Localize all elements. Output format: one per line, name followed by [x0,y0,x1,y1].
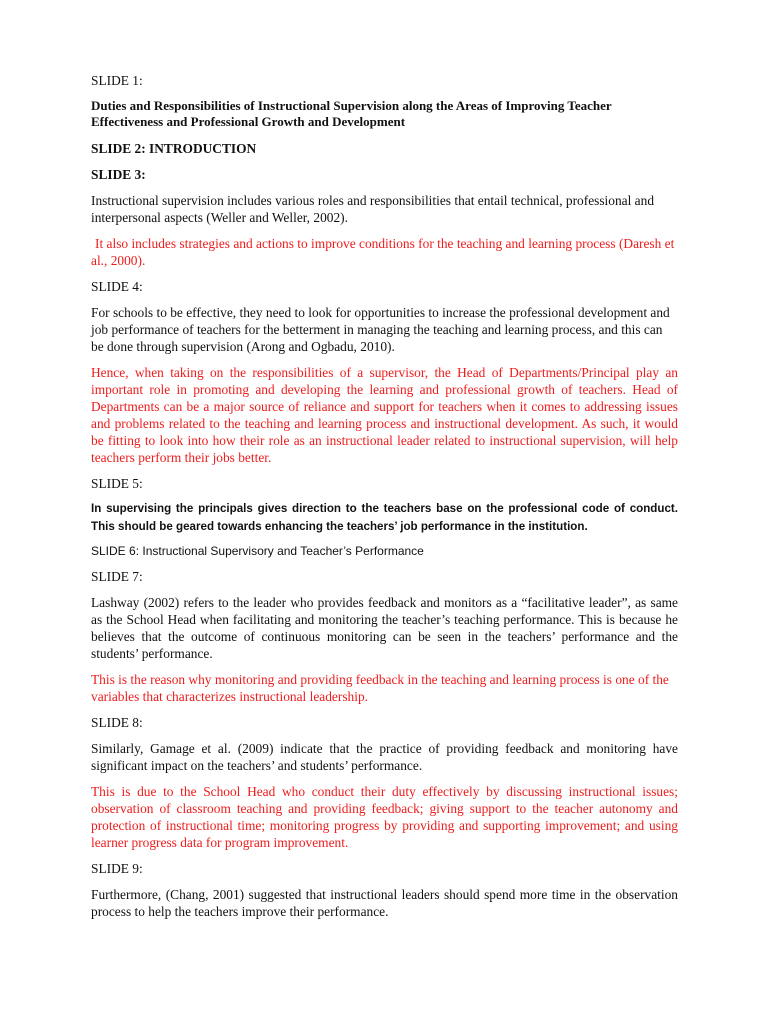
slide7-paragraph-2: This is the reason why monitoring and providing feedback in the teaching and learning process is one of the variables that characterizes instructional leadership. [91,672,669,704]
slide6-heading: SLIDE 6: Instructional Supervisory and Teacher’s Performance [91,544,424,558]
slide3-paragraph-1: Instructional supervision includes various roles and responsibilities that entail technical, professional and interpersonal aspects (Weller and Weller, 2002). [91,193,655,225]
slide8-paragraph-1: Similarly, Gamage et al. (2009) indicate that the practice of providing feedback and monitoring have significant impact on the teachers’ and students’ performance. [91,741,678,773]
slide4-heading: SLIDE 4: [91,279,143,294]
slide2-heading: SLIDE 2: INTRODUCTION [91,141,257,156]
slide4-paragraph-1: For schools to be effective, they need to look for opportunities to increase the professional development and job performance of teachers for the betterment in managing the teaching and learning process, and this can be done through supervision (Arong and Ogbadu, 2010). [91,305,670,354]
slide3-paragraph-2 [91,235,678,269]
slide5-paragraph-1: In supervising the principals gives direction to the teachers base on the professional code of conduct. This should be geared towards enhancing the teachers’ job performance in the institution. [91,502,678,533]
slide1-heading: SLIDE 1: [91,73,143,88]
slide7-heading: SLIDE 7: [91,569,143,584]
slide9-paragraph-1: Furthermore, (Chang, 2001) suggested that instructional leaders should spend more time in the observation process to help the teachers improve their performance. [91,887,678,919]
slide7-paragraph-1: Lashway (2002) refers to the leader who provides feedback and monitors as a “facilitative leader”, as same as the School Head when facilitating and monitoring the teacher’s teaching performance. This is because he believes that the outcome of continuous monitoring can be seen in the teachers’ performance and the students’ performance. [91,595,678,661]
slide3-heading: SLIDE 3: [91,167,146,182]
slide1-title: Duties and Responsibilities of Instructional Supervision along the Areas of Improving Teacher Effectiveness and Professional Growth and Development [91,98,612,129]
slide4-paragraph-2: Hence, when taking on the responsibilities of a supervisor, the Head of Departments/Principal play an important role in promoting and developing the learning and professional growth of teachers. Head of Departments can be a major source of reliance and support for teachers when it comes to addressing issues and problems related to the teaching and learning process and instructional development. As such, it would be fitting to look into how their role as an instructional leader related to instructional supervision, will help teachers perform their jobs better. [91,365,678,465]
slide5-heading: SLIDE 5: [91,476,143,491]
document-page [91,72,678,920]
slide8-paragraph-2: This is due to the School Head who conduct their duty effectively by discussing instructional issues; observation of classroom teaching and providing feedback; giving support to the teacher autonomy and protection of instructional time; monitoring progress by providing and supporting improvement; and using learner progress data for program improvement. [91,784,678,850]
slide8-heading: SLIDE 8: [91,715,143,730]
slide9-heading: SLIDE 9: [91,861,143,876]
slide3-paragraph-2-text: It also includes strategies and actions to improve conditions for the teaching and learning process (Daresh et al., 2000). [91,236,675,268]
